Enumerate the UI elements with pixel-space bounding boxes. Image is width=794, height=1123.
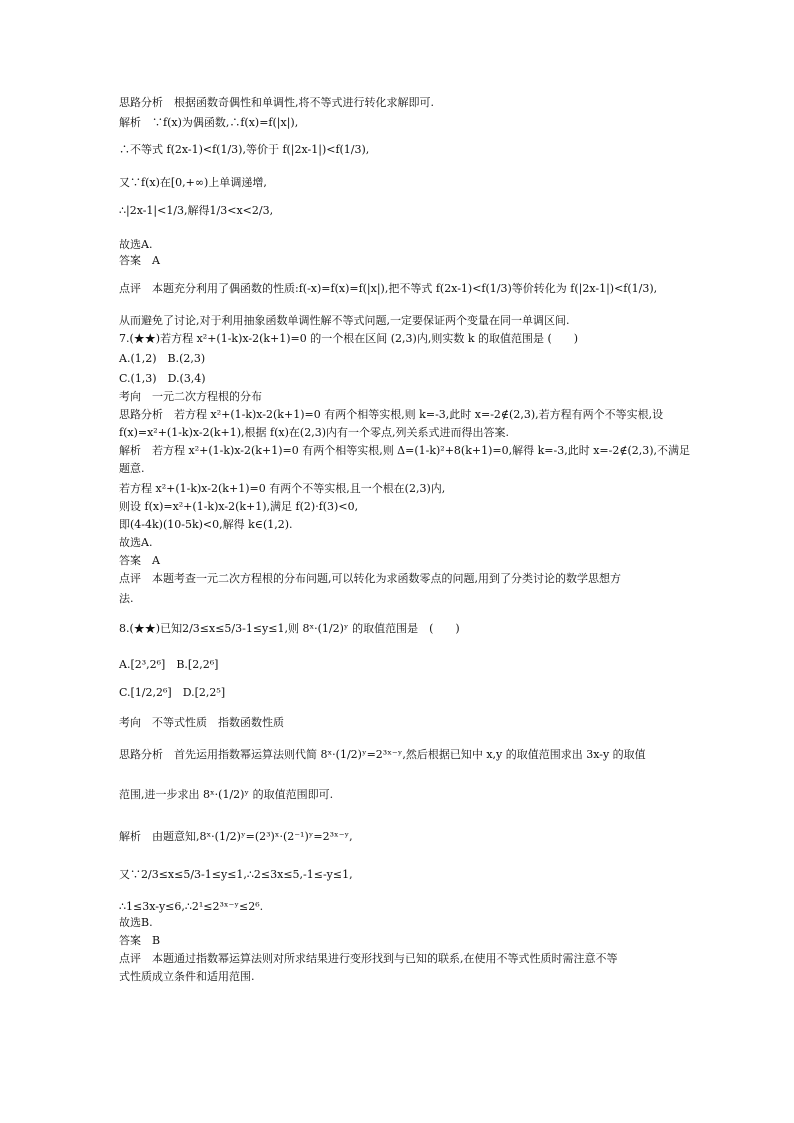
text-line: 故选B.: [119, 916, 153, 929]
text-line: 考向 不等式性质 指数函数性质: [119, 716, 284, 729]
text-line: 答案 A: [119, 254, 160, 267]
text-line: ∴不等式 f(2x-1)<f(1/3),等价于 f(|2x-1|)<f(1/3),: [119, 143, 370, 156]
text-line: 又∵2/3≤x≤5/3-1≤y≤1,∴2≤3x≤5,-1≤-y≤1,: [119, 868, 353, 881]
text-line: 答案 A: [119, 554, 160, 567]
text-line: 从而避免了讨论,对于利用抽象函数单调性解不等式问题,一定要保证两个变量在同一单调区间.: [119, 314, 570, 327]
text-line: 式性质成立条件和适用范围.: [119, 970, 255, 983]
text-line: ∴1≤3x-y≤6,∴2¹≤2³ˣ⁻ʸ≤2⁶.: [119, 900, 264, 913]
text-line: C.[1/2,2⁶] D.[2,2⁵]: [119, 686, 226, 699]
text-line: ∴|2x-1|<1/3,解得1/3<x<2/3,: [119, 204, 274, 217]
text-line: 范围,进一步求出 8ˣ·(1/2)ʸ 的取值范围即可.: [119, 788, 334, 801]
text-line: 解析 由题意知,8ˣ·(1/2)ʸ=(2³)ˣ·(2⁻¹)ʸ=2³ˣ⁻ʸ,: [119, 830, 353, 843]
text-line: 则设 f(x)=x²+(1-k)x-2(k+1),满足 f(2)·f(3)<0,: [119, 500, 359, 513]
text-line: 8.(★★)已知2/3≤x≤5/3-1≤y≤1,则 8ˣ·(1/2)ʸ 的取值范围是 ( ): [119, 622, 460, 635]
text-line: A.(1,2) B.(2,3): [119, 352, 206, 365]
text-line: C.(1,3) D.(3,4): [119, 372, 206, 385]
text-line: 法.: [119, 592, 134, 605]
text-line: 点评 本题通过指数幂运算法则对所求结果进行变形找到与已知的联系,在使用不等式性质时需注意不等: [119, 952, 618, 965]
text-line: f(x)=x²+(1-k)x-2(k+1),根据 f(x)在(2,3)内有一个零点,列关系式进而得出答案.: [119, 426, 509, 439]
text-line: 思路分析 根据函数奇偶性和单调性,将不等式进行转化求解即可.: [119, 96, 434, 109]
text-line: 思路分析 若方程 x²+(1-k)x-2(k+1)=0 有两个相等实根,则 k=-3,此时 x=-2∉(2,3),若方程有两个不等实根,设: [119, 408, 664, 421]
text-line: 解析 ∵f(x)为偶函数,∴f(x)=f(|x|),: [119, 116, 299, 129]
text-line: 题意.: [119, 462, 145, 475]
text-line: 又∵f(x)在[0,+∞)上单调递增,: [119, 176, 267, 189]
text-line: 思路分析 首先运用指数幂运算法则代简 8ˣ·(1/2)ʸ=2³ˣ⁻ʸ,然后根据已知中 x,y 的取值范围求出 3x-y 的取值: [119, 748, 646, 761]
text-line: 故选A.: [119, 238, 153, 251]
text-line: 答案 B: [119, 934, 161, 947]
text-line: 若方程 x²+(1-k)x-2(k+1)=0 有两个不等实根,且一个根在(2,3)内,: [119, 482, 446, 495]
text-line: 考向 一元二次方程根的分布: [119, 390, 262, 403]
text-line: 解析 若方程 x²+(1-k)x-2(k+1)=0 有两个相等实根,则 Δ=(1-k)²+8(k+1)=0,解得 k=-3,此时 x=-2∉(2,3),不满足: [119, 444, 691, 457]
text-line: 即(4-4k)(10-5k)<0,解得 k∈(1,2).: [119, 518, 293, 531]
text-line: 故选A.: [119, 536, 153, 549]
text-line: 点评 本题充分利用了偶函数的性质:f(-x)=f(x)=f(|x|),把不等式 f(2x-1)<f(1/3)等价转化为 f(|2x-1|)<f(1/3),: [119, 282, 658, 295]
text-line: A.[2³,2⁶] B.[2,2⁶]: [119, 658, 219, 671]
text-line: 点评 本题考查一元二次方程根的分布问题,可以转化为求函数零点的问题,用到了分类讨论的数学思想方: [119, 572, 621, 585]
text-line: 7.(★★)若方程 x²+(1-k)x-2(k+1)=0 的一个根在区间 (2,3)内,则实数 k 的取值范围是 ( ): [119, 332, 579, 345]
